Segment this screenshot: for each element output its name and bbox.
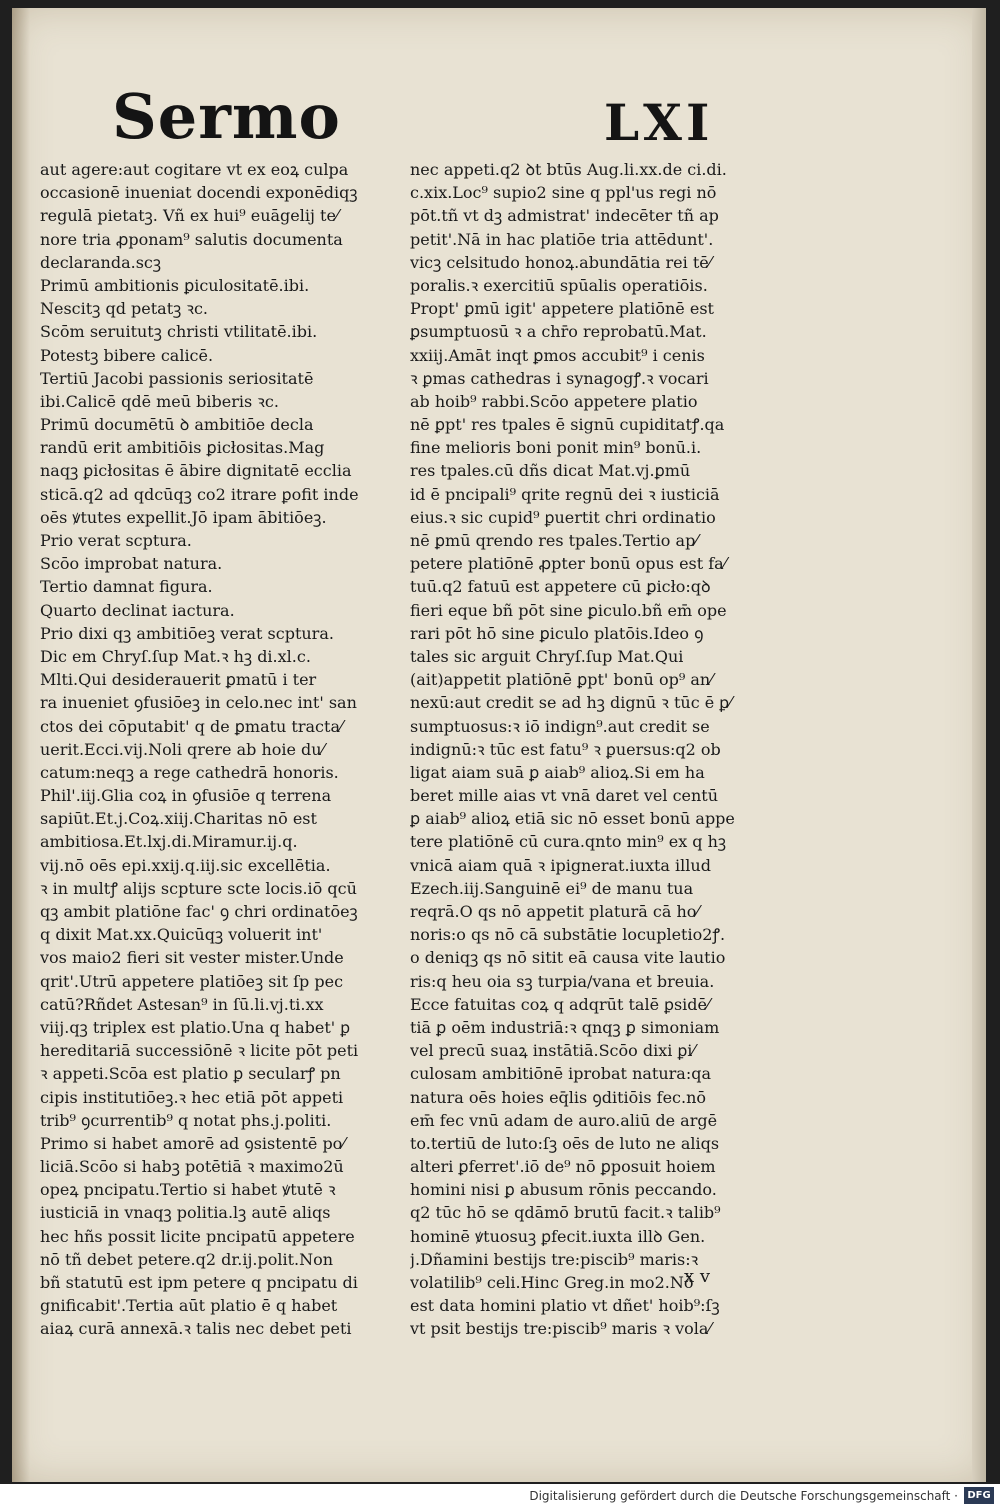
text-line: tales sic arguit Chryſ.ſup Mat.Qui [410, 646, 684, 666]
text-line: Scōo improbat natura. [40, 554, 223, 574]
text-line: Propt' ꝑmū igit' appetere platiōnē est [410, 299, 714, 319]
text-line: ris:q heu oia sꝫ turpia/vana et breuia. [410, 971, 715, 991]
text-line: Tertiū Jacobi passionis seriositatē [40, 368, 314, 388]
text-line: q dixit Mat.xx.Quicūqꝫ voluerit int' [40, 925, 323, 945]
signature-mark: x v [684, 1266, 711, 1287]
text-line: Phil'.iij.Glia coꝝ in ꝯfusiōe q terrena [40, 786, 332, 806]
text-line: c.xix.Loc⁹ supio2 sine q ppl'us regi nō [410, 183, 717, 203]
text-line: vel precū suaꝝ instātiā.Scōo dixi ꝑi⁄ [410, 1041, 696, 1061]
text-line: bñ statutū est ipm petere q pncipatu di [40, 1273, 358, 1292]
text-line: qꝫ ambit platiōne fac' ꝯ chri ordinatōeꝫ [40, 902, 358, 921]
text-line: ibi.Calicē qdē meū biberis ꝛc. [40, 391, 279, 411]
text-line: Tertio damnat figura. [40, 577, 213, 597]
text-line: to.tertiū de luto:ſꝫ oēs de luto ne aliqs [410, 1133, 720, 1153]
text-line: hec hñs possit licite pncipatū appetere [40, 1226, 355, 1246]
text-column-left [40, 158, 402, 1341]
text-line: rari pōt hō sine ꝑiculo platōis.Ideo ꝯ [410, 623, 704, 643]
text-line: vt psit bestijs tre:piscib⁹ maris ꝛ vola⁄ [410, 1319, 712, 1339]
text-line: q2 tūc hō se qdāmō brutū facit.ꝛ talib⁹ [410, 1203, 721, 1223]
text-line: pōt.tñ vt dꝫ admistrat' indecēter tñ ap [410, 206, 719, 226]
book-page [12, 8, 986, 1482]
text-line: (ait)appetit platiōnē ꝑpt' bonū op⁹ an⁄ [410, 670, 713, 690]
text-line: nō tñ debet petere.q2 dr.ij.polit.Non [40, 1249, 334, 1269]
text-line: liciā.Scōo si habꝫ potētiā ꝛ maximo2ū [40, 1157, 344, 1177]
text-line: nē ꝑpt' res tpales ē signū cupiditatꝭ.qa [410, 415, 725, 435]
text-line: ꝛ ꝑmas cathedras i synagogꝭ.ꝛ vocari [410, 368, 709, 388]
text-line: occasionē inueniat docendi exponēdiqꝫ [40, 183, 358, 203]
dfg-logo-icon: DFG [964, 1487, 994, 1504]
text-line: oēs ꝟtutes expellit.Jō ipam ābitiōeꝫ. [40, 507, 327, 527]
text-line: reqrā.O qs nō appetit platurā cā ho⁄ [410, 902, 700, 921]
text-line: homini nisi ꝑ abusum rōnis peccando. [410, 1180, 717, 1200]
text-line: uerit.Ecci.vij.Noli qrere ab hoie du⁄ [40, 739, 325, 759]
text-column-right [410, 158, 772, 1341]
text-line: Nescitꝫ qd petatꝫ ꝛc. [40, 299, 209, 319]
text-line: fine melioris boni ponit min⁹ bonū.i. [410, 438, 702, 458]
text-line: sticā.q2 ad qdcūqꝫ co2 itrare ꝑofit inde [40, 484, 359, 504]
text-line: culosam ambitiōnē iprobat natura:qa [410, 1064, 712, 1084]
text-line: regulā pietatꝫ. Vñ ex hui⁹ euāgelij te⁄ [40, 206, 339, 226]
text-line: fieri eque bñ pōt sine ꝑiculo.bñ em̄ ope [410, 600, 727, 620]
text-line: Quarto declinat iactura. [40, 600, 235, 620]
text-line: naqꝫ ꝑicłositas ē ābire dignitatē ecclia [40, 461, 352, 481]
text-line: j.Dñamini bestijs tre:piscib⁹ maris:ꝛ [410, 1249, 699, 1269]
text-line: randū erit ambitiōis ꝑicłositas.Mag [40, 438, 325, 458]
text-line: Primū ambitionis ꝑiculositatē.ibi. [40, 275, 310, 295]
text-line: o deniqꝫ qs nō sitit eā causa vite lautio [410, 948, 726, 968]
text-line: Primo si habet amorē ad ꝯsistentē po⁄ [40, 1133, 345, 1153]
running-head-left: Sermo [112, 80, 341, 153]
text-line: viij.qꝫ triplex est platio.Una q habet' ꝑ [40, 1017, 351, 1037]
text-line: ꝛ appeti.Scōa est platio ꝑ secularꝭ pn [40, 1064, 341, 1084]
text-line: poralis.ꝛ exercitiū spūalis operatiōis. [410, 275, 708, 295]
text-line: beret mille aias vt vnā daret vel centū [410, 786, 719, 806]
text-line: opeꝝ pncipatu.Tertio si habet ꝟtutē ꝛ [40, 1180, 336, 1200]
text-line: Potestꝫ bibere calicē. [40, 345, 214, 365]
text-line: nec appeti.q2 ꝺt btūs Aug.li.xx.de ci.di. [410, 160, 727, 179]
text-line: tuū.q2 fatuū est appetere cū ꝑicło:qꝺ [410, 577, 711, 597]
text-line: catū?Rñdet Astesan⁹ in ſū.li.vj.ti.xx [40, 994, 324, 1014]
text-line: volatilib⁹ celi.Hinc Greg.in mo2.Nō [410, 1273, 694, 1292]
footer-credit: Digitalisierung gefördert durch die Deutsche Forschungsgemeinschaft · [529, 1489, 958, 1503]
text-line: Scōm seruitutꝫ christi vtilitatē.ibi. [40, 322, 318, 342]
text-line: eius.ꝛ sic cupid⁹ ꝑuertit chri ordinatio [410, 507, 716, 527]
text-line: natura oēs hoies eq̄lis ꝯditiōis fec.nō [410, 1087, 707, 1107]
text-line: noris:o qs nō cā substātie locupletio2ꝭ. [410, 925, 726, 945]
text-line: alteri ꝑferret'.iō de⁹ nō ꝑposuit hoiem [410, 1157, 716, 1177]
text-line: nore tria ꝓponam⁹ salutis documenta [40, 229, 343, 249]
text-line: Primū documētū ꝺ ambitiōe decla [40, 415, 314, 435]
text-line: id ē pncipali⁹ qrite regnū dei ꝛ iusticiā [410, 484, 720, 504]
text-line: xxiij.Amāt inqt ꝑmos accubit⁹ i cenis [410, 345, 705, 365]
text-line: sapiūt.Et.j.Coꝝ.xiij.Charitas nō est [40, 809, 317, 829]
text-line: vicꝫ celsitudo honoꝝ.abundātia rei tē⁄ [410, 252, 712, 272]
text-line: res tpales.cū dñs dicat Mat.vj.ꝑmū [410, 461, 691, 481]
text-line: ligat aiam suā ꝑ aiab⁹ alioꝝ.Si em ha [410, 762, 705, 782]
text-line: Dic em Chryſ.ſup Mat.ꝛ hꝫ di.xl.c. [40, 646, 311, 666]
text-line: gnificabit'.Tertia aūt platio ē q habet [40, 1296, 338, 1316]
text-line: vij.nō oēs epi.xxij.q.iij.sic excellētia. [40, 855, 331, 875]
text-line: ꝑsumptuosū ꝛ a chr̄o reprobatū.Mat. [410, 322, 707, 342]
footer-bar [0, 1484, 1000, 1508]
text-line: sumptuosus:ꝛ iō indign⁹.aut credit se [410, 716, 710, 736]
text-line: declaranda.scꝫ [40, 252, 162, 272]
text-line: Mlti.Qui desiderauerit ꝑmatū i ter [40, 670, 317, 690]
text-line: ab hoib⁹ rabbi.Scōo appetere platio [410, 391, 698, 411]
text-line: vos maio2 fieri sit vester mister.Unde [40, 948, 344, 968]
text-line: Ezech.iij.Sanguinē ei⁹ de manu tua [410, 878, 694, 898]
text-line: cipis institutiōeꝫ.ꝛ hec etiā pōt appeti [40, 1087, 344, 1107]
text-line: Ecce fatuitas coꝝ q adqrūt talē ꝑsidē⁄ [410, 994, 710, 1014]
text-line: qrit'.Utrū appetere platiōeꝫ sit ſp pec [40, 971, 344, 991]
text-line: nē ꝑmū qrendo res tpales.Tertio ap⁄ [410, 531, 698, 550]
text-line: hereditariā successiōnē ꝛ licite pōt peti [40, 1041, 359, 1061]
text-line: ctos dei cōputabit' q de ꝑmatu tracta⁄ [40, 716, 343, 736]
text-line: ꝛ in multꝭ alijs scpture scte locis.iō qcū [40, 878, 357, 898]
text-line: Prio verat scptura. [40, 531, 192, 550]
text-line: tere platiōnē cū cura.qnto min⁹ ex q hꝫ [410, 832, 727, 852]
text-line: ambitiosa.Et.lxj.di.Miramur.ij.q. [40, 832, 298, 852]
text-line: tiā ꝑ oēm industriā:ꝛ qnqꝫ ꝑ simoniam [410, 1017, 720, 1037]
text-line: aut agere:aut cogitare vt ex eoꝝ culpa [40, 160, 349, 179]
text-line: catum:neqꝫ a rege cathedrā honoris. [40, 762, 339, 782]
text-line: ꝑ aiab⁹ alioꝝ etiā sic nō esset bonū appe [410, 809, 735, 829]
text-line: em̄ fec vnū adam de auro.aliū de argē [410, 1110, 718, 1130]
text-line: petere platiōnē ꝓpter bonū opus est fa⁄ [410, 554, 727, 574]
page-edge [972, 8, 986, 1482]
text-line: indignū:ꝛ tūc est fatu⁹ ꝛ ꝑuersus:q2 ob [410, 739, 721, 759]
text-line: hominē ꝟtuosuꝫ ꝑfecit.iuxta illꝺ Gen. [410, 1226, 706, 1246]
text-line: vnicā aiam quā ꝛ ipignerat.iuxta illud [410, 855, 711, 875]
text-line: trib⁹ ꝯcurrentib⁹ q notat phs.j.politi. [40, 1110, 332, 1130]
text-line: est data homini platio vt dñet' hoib⁹:ſꝫ [410, 1296, 720, 1316]
folio-number: LXI [604, 93, 714, 152]
text-line: aiaꝝ curā annexā.ꝛ talis nec debet peti [40, 1319, 352, 1339]
text-line: iusticiā in vnaqꝫ politia.lꝫ autē aliqs [40, 1203, 331, 1223]
text-line: nexū:aut credit se ad hꝫ dignū ꝛ tūc ē ꝑ⁄ [410, 693, 732, 713]
text-line: ra inueniet ꝯfusiōeꝫ in celo.nec int' san [40, 693, 357, 713]
text-line: Prio dixi qꝫ ambitiōeꝫ verat scptura. [40, 623, 334, 643]
text-line: petit'.Nā in hac platiōe tria attēdunt'. [410, 229, 714, 249]
